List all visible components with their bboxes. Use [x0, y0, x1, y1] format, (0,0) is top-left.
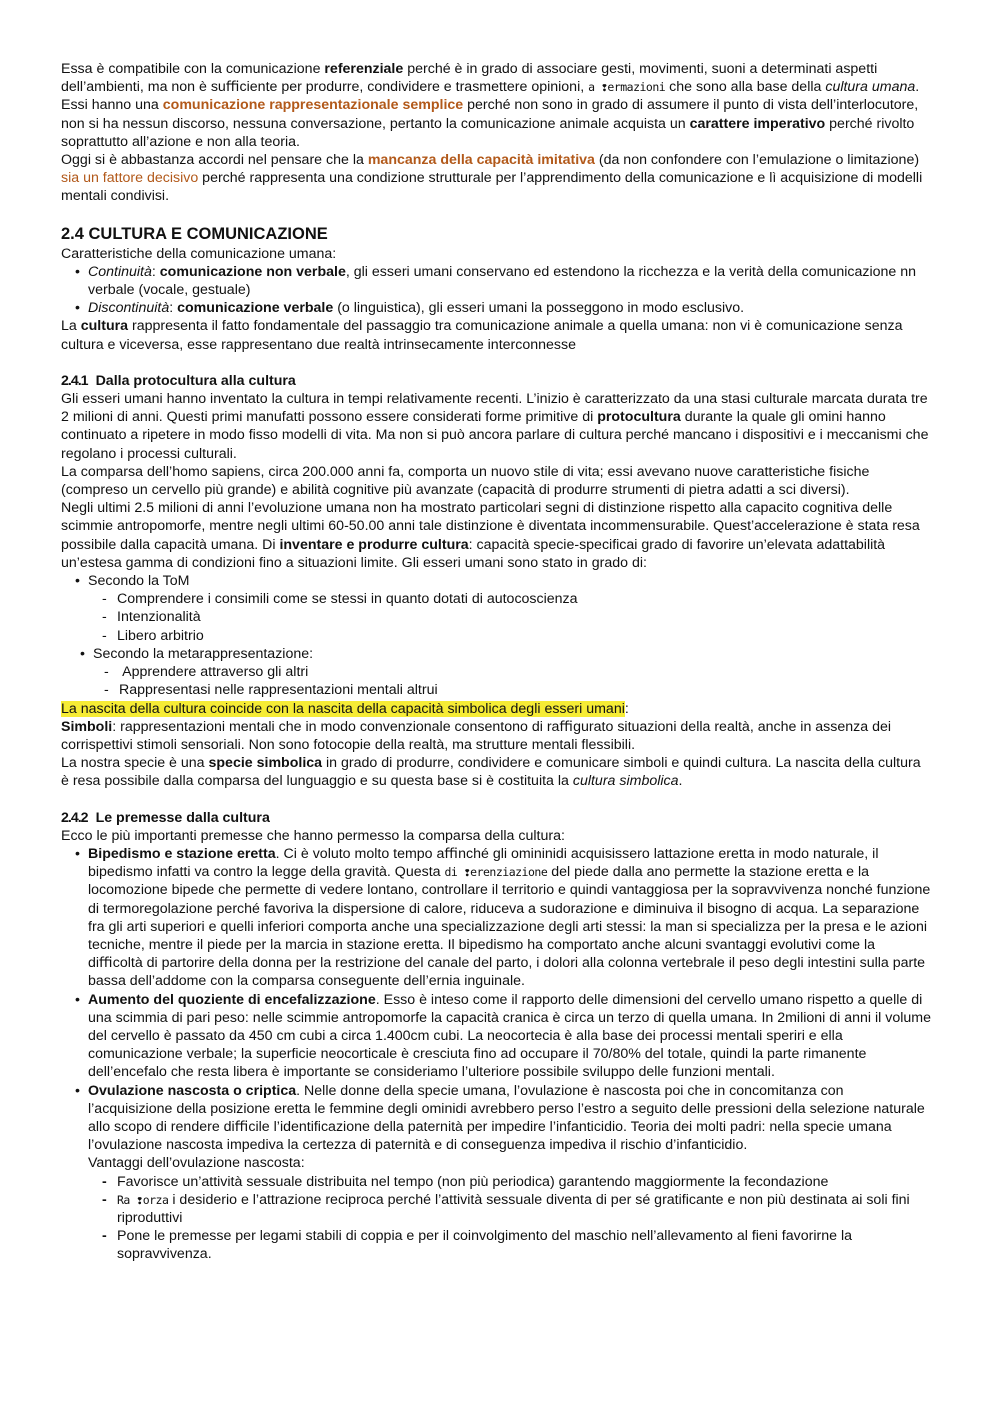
garbled-text: a ❢ermazioni [588, 80, 666, 95]
text-run: . Ci è voluto molto tempo aﬃnché gli omininidi acquisissero lattazione eretta in modo naturale, il bipedismo infatti va contro la legge della gravità. Questa [88, 845, 879, 881]
section-title: Dalla protocultura alla cultura [95, 372, 296, 389]
text-run: Favorisce un’attività sessuale distribuita nel tempo (non più periodica) garantendo maggiormente la fecondazione [117, 1173, 829, 1190]
text-run: La nostra specie è una [61, 755, 209, 772]
list-item-bipedismo [61, 845, 931, 991]
text-run: La [61, 318, 81, 335]
section-heading-2-4-2 [61, 809, 931, 827]
intro-paragraph-referenziale [61, 60, 931, 96]
text-run: perché rivolto soprattutto all’azione e non alla teoria. [61, 115, 915, 150]
list-label: Secondo la metarappresentazione: [93, 645, 314, 662]
intro-paragraph-imitativa [61, 151, 931, 206]
text-run: Essa è compatibile con la comunicazione [61, 61, 325, 77]
text-run: rappresenta il fatto fondamentale del passaggio tra comunicazione animale a quella umana: non vi è comunicazione senza cultura e viceversa, esse rappresentano due realtà intrinsecamente interconnesse [61, 318, 903, 353]
italic-term: Continuità [88, 263, 152, 280]
text-run: : rappresentazioni mentali che in modo convenzionale consentono di raﬃgurato situazioni della realtà, anche in assenza dei corrispettivi stimoli sensoriali. Non sono fotocopie della realtà, ma strutture mentali flessibili. [61, 718, 891, 753]
section-heading-2-4: 2.4 CULTURA E COMUNICAZIONE [61, 224, 328, 243]
highlighted-text: La nascita della cultura coincide con la nascita della capacità simbolica degli esseri umani [61, 700, 625, 717]
bold-term: protocultura [597, 409, 681, 426]
garbled-text: di ❢erenziazione [444, 865, 548, 880]
text-run: Pone le premesse per legami stabili di coppia e per il coinvolgimento del maschio nell’allevamento al fieni favorirne la sopravvivenza. [117, 1228, 852, 1263]
bold-term: Ovulazione nascosta o criptica [88, 1082, 297, 1099]
italic-term: Discontinuità [88, 300, 170, 317]
text-run: . [678, 773, 683, 790]
list-item [61, 263, 931, 299]
premesse-list [61, 845, 931, 1173]
list-item [61, 299, 931, 317]
communication-features-list [61, 263, 931, 318]
highlighted-statement [61, 700, 931, 718]
list-label: Secondo la ToM [88, 573, 190, 590]
section-title: Le premesse dalla cultura [95, 809, 270, 826]
sublist-item: - Comprendere i consimili come se stessi in quanto dotati di autocoscienza [61, 590, 931, 608]
bold-term: Bipedismo e stazione eretta [88, 845, 276, 862]
text-run: in grado di produrre, condividere e comunicare simboli e quindi cultura. La nascita della cultura è resa possibile dalla comparsa del lunguaggio e su questa base si è costituita la [61, 755, 921, 790]
evolution-paragraph [61, 499, 931, 572]
orange-bold-term: mancanza della capacità imitativa [367, 152, 595, 169]
list-item-ovulazione [61, 1082, 931, 1173]
text-run: del piede dalla ano permette la stazione eretta e la locomozione bipede che permette di vedere lontano, controllare il territorio e quindi vantaggiosa per la sopravvivenza nonché funzione di termoregolazione perché favoriva la dispersione di calore, riduceva a sudorazione e diminuiva il bisogno di acqua. La separazione fra gli arti superiori e quelli inferiori comporta anche una specializzazione degli arti stessi: la man si specializza per la presa e le azioni tecniche, mentre il piede per la marcia in stazione eretta. Il bipedismo ha comportato anche alcuni svantaggi evolutivi come la diﬃcoltà di partorire della donna per la restrizione del canale del parto, i dolori alla colonna vertebrale il peso degli intestini sulla parte bassa dell’addome con la comparsa conseguente dell’ernia inguinale. [88, 864, 931, 990]
list-item [61, 572, 931, 590]
separator: : [169, 300, 178, 317]
vantaggi-sublist [61, 1173, 931, 1264]
text-run: durante la quale gli omini hanno continuato a ripetere in modo fisso modelli di vita. Ma non si può ancora parlare di cultura perché mancano i dispositivi e i meccanismi che regolano i processi culturali. [61, 409, 929, 462]
tom-list [61, 572, 931, 590]
text-run: . Nelle donne della specie umana, l’ovulazione è nascosta poi che in concomitanza con l’acquisizione della posizione eretta le femmine degli ominidi avrebbero perso l’estro a seguito delle pressioni della selezione naturale allo scopo di rendere diﬃcile l’identificazione della paternità per impedire l’infanticidio. Teoria dei molti padri: nella specie umana l’ovulazione nascosta impediva la certezza di paternità e di conseguenza impediva il rischio d’infanticidio. [88, 1082, 925, 1154]
text-run: perché è in grado di associare gesti, movimenti, suoni a determinati aspetti dell’ambienti, ma non è suﬃciente per produrre, condividere e trasmettere opinioni, [61, 61, 878, 96]
section-heading-2-4-1 [61, 372, 931, 390]
sublist-item: - Rappresentasi nelle rappresentazioni mentali altrui [61, 681, 931, 699]
text-run: , gli esseri umani conservano ed estendono la ricchezza e la verità della comunicazione nn verbale (vocale, gestuale) [88, 263, 917, 299]
section-2-4-2-intro: Ecco le più importanti premesse che hanno permesso la comparsa della cultura: [61, 827, 565, 844]
text-run: perché non sono in grado di assumere il punto di vista dell’interlocutore, non si ha nessun discorso, nessuna conversazione, pertanto la comunicazione animale acquista un [61, 97, 919, 132]
document-page [61, 60, 931, 1264]
garbled-text: Ra ❢orza [117, 1192, 169, 1207]
protocultura-paragraph [61, 390, 931, 463]
intro-paragraph-rappresentazionale [61, 96, 931, 151]
separator: : [151, 263, 160, 280]
text-run: che sono alla base della [665, 79, 826, 96]
orange-term: sia un fattore decisivo [61, 170, 199, 187]
section-number: 2.4.2 [61, 809, 88, 826]
bold-term: cultura [80, 318, 129, 335]
text-run: : capacità specie-specificai grado di favorire un’elevata adattabilità un’estesa gamma di condizioni fino a situazioni limite. Gli esseri umani sono stato in grado di: [61, 536, 886, 571]
bold-term: specie simbolica [208, 755, 323, 772]
section-2-4-closing [61, 317, 931, 353]
specie-simbolica-paragraph [61, 754, 931, 790]
bold-term: comunicazione verbale [177, 300, 334, 317]
sublist-item [61, 1227, 931, 1263]
bold-term: inventare e produrre cultura [279, 536, 469, 553]
sublist-item: - Intenzionalità [61, 608, 931, 626]
bold-term: Aumento del quoziente di encefalizzazione [88, 991, 376, 1008]
italic-term: cultura simbolica [572, 773, 679, 790]
text-run: : [624, 700, 629, 717]
text-run: Gli esseri umani hanno inventato la cultura in tempi relativamente recenti. L’inizio è caratterizzato da una stasi culturale marcata durata tre 2 milioni di anni. Questi primi manufatti possono essere considerati forme primitive di [61, 391, 928, 426]
homo-sapiens-paragraph: La comparsa dell’homo sapiens, circa 200.000 anni fa, comporta un nuovo stile di vita; essi avevano nuove caratteristiche fisiche (compreso un cervello più grande) e abilità cognitive più avanzate (capacità di produrre strumenti di pietra adatti a sci diversi). [61, 463, 870, 499]
sublist-item [61, 1191, 931, 1227]
sublist-item: - Libero arbitrio [61, 627, 931, 645]
sublist-item [61, 1173, 931, 1191]
text-run: (da non confondere con l’emulazione o limitazione) [594, 152, 920, 169]
meta-sublist [61, 663, 931, 699]
italic-term: cultura umana [825, 79, 916, 96]
text-run: Vantaggi dell’ovulazione nascosta: [88, 1155, 305, 1172]
text-run: . [915, 79, 920, 96]
section-number: 2.4.1 [61, 372, 88, 389]
text-run: i desiderio e l’attrazione reciproca perché l’attività sessuale diventa di per sé gratificante e non più destinata ai soli fini riproduttivi [117, 1191, 910, 1226]
section-2-4-intro: Caratteristiche della comunicazione umana: [61, 245, 337, 262]
bold-term: comunicazione non verbale [159, 263, 346, 280]
text-run: (o linguistica), gli esseri umani la posseggono in modo esclusivo. [333, 300, 745, 317]
sublist-item: - Apprendere attraverso gli altri [61, 663, 931, 681]
meta-list [61, 645, 931, 663]
simboli-paragraph [61, 718, 931, 754]
text-run: perché rappresenta una condizione strutturale per l’apprendimento della comunicazione e lì acquisizione di modelli mentali condivisi. [61, 170, 923, 205]
bold-term: referenziale [324, 61, 404, 77]
orange-bold-term: comunicazione rappresentazionale semplice [162, 97, 464, 114]
list-item-encefalizzazione [61, 991, 931, 1082]
tom-sublist [61, 590, 931, 645]
text-run: Oggi si è abbastanza accordi nel pensare che la [61, 152, 368, 169]
bold-term: carattere imperativo [689, 115, 826, 132]
list-item [61, 645, 931, 663]
text-run: Essi hanno una [61, 97, 163, 114]
bold-term: Simboli [61, 718, 113, 735]
text-run: . Esso è inteso come il rapporto delle dimensioni del cervello umano rispetto a quelle di una scimmia di pari peso: nelle scimmie antropomorfe la capacità cranica è circa un terzo di quella umana. In 2milioni di anni il volume del cervello è passato da 450 cm cubi a circa 1.400cm cubi. La neocortecia è alla base dei processi mentali speriri e ella comunicazione verbale; la superficie neocorticale è cresciuta fino ad occupare il 70/80% del totale, quindi la parte rimanente dell’encefalo che resta libera è importante se consideriamo l’ulteriore possibile sviluppo delle funzioni mentali. [88, 991, 931, 1081]
text-run: Negli ultimi 2.5 milioni di anni l’evoluzione umana non ha mostrato particolari segni di distinzione rispetto alla capacito cognitiva delle scimmie antropomorfe, mentre negli ultimi 60-50.00 anni tale distinzione è diventata incommensurabile. Quest’accelerazione è stata resa possibile dalla capacità umana. Di [61, 500, 920, 553]
